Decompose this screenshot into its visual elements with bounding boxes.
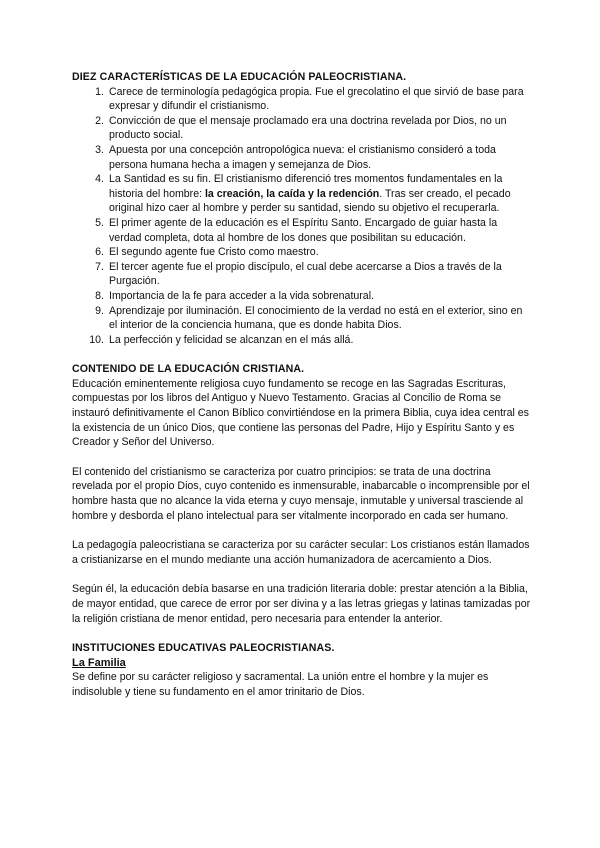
list-item-text: Convicción de que el mensaje proclamado era una doctrina revelada por Dios, no un producto social. — [109, 114, 507, 142]
spacer — [72, 523, 532, 538]
section-heading-content: CONTENIDO DE LA EDUCACIÓN CRISTIANA. — [72, 363, 305, 376]
list-item — [72, 333, 532, 348]
paragraph: Educación eminentemente religiosa cuyo fundamento se recoge en las Sagradas Escrituras, compuestas por los libros del Antiguo y Nuevo Testamento. Gracias al Concilio de Roma se instauró definitivamente el Canon Bíblico convirtiéndose en la primera Biblia, cuya idea central es la existencia de un único Dios, que contiene las personas del Padre, Hijo y Espíritu Santo y es Creador y Señor del Universo. — [72, 377, 529, 449]
list-number: 10. — [89, 333, 104, 346]
list-item-text: El primer agente de la educación es el Espíritu Santo. Encargado de guiar hasta la verdad completa, dota al hombre de los dones que posibilitan su educación. — [109, 216, 498, 244]
list-item — [72, 143, 532, 172]
spacer — [72, 567, 532, 582]
section-heading-institutions: INSTITUCIONES EDUCATIVAS PALEOCRISTIANAS. — [72, 642, 335, 655]
paragraph: Según él, la educación debía basarse en una tradición literaria doble: prestar atención a la Biblia, de mayor entidad, que carece de error por ser divina y a las letras griegas y latinas tamizadas por la religión cristiana de menor entidad, pero necesaria para entender la anterior. — [72, 583, 531, 625]
paragraph: El contenido del cristianismo se caracteriza por cuatro principios: se trata de una doctrina revelada por el propio Dios, cuyo contenido es inmensurable, inabarcable o incomprensible por el hombre hasta que no alcance la vida eterna y cuyo mensaje, inmutable y universal trasciende al hombre y desborda el plano intelectual para ser vitalmente incorporado en cada ser humano. — [72, 465, 530, 522]
list-item-bold-text: la creación, la caída y la redención — [204, 187, 380, 200]
list-item-text: Apuesta por una concepción antropológica nueva: el cristianismo consideró a toda persona humana hecha a imagen y semejanza de Dios. — [109, 143, 496, 171]
list-item — [72, 245, 532, 260]
list-number: 6. — [95, 246, 104, 259]
spacer — [72, 347, 532, 362]
list-number: 4. — [95, 173, 104, 186]
list-item-text: La perfección y felicidad se alcanzan en el más allá. — [109, 333, 354, 346]
characteristics-list — [72, 85, 532, 348]
spacer — [72, 450, 532, 465]
list-item — [72, 260, 532, 289]
list-item-text: Aprendizaje por iluminación. El conocimiento de la verdad no está en el exterior, sino en el interior de la conciencia humana, que es donde habita Dios. — [109, 304, 523, 332]
paragraph: La pedagogía paleocristiana se caracteriza por su carácter secular: Los cristianos están llamados a cristianizarse en el mundo mediante una acción humanizadora de acercamiento a Dios. — [72, 539, 530, 566]
list-number: 3. — [95, 143, 104, 156]
subheading-family: La Familia — [72, 656, 126, 669]
list-item-text: Importancia de la fe para acceder a la vida sobrenatural. — [109, 289, 374, 302]
list-item-text: El tercer agente fue el propio discípulo, el cual debe acercarse a Dios a través de la Purgación. — [109, 260, 502, 288]
list-number: 7. — [95, 260, 104, 273]
paragraph: Se define por su carácter religioso y sacramental. La unión entre el hombre y la mujer es indisoluble y tiene su fundamento en el amor trinitario de Dios. — [72, 671, 489, 698]
list-item — [72, 289, 532, 304]
list-item — [72, 85, 532, 114]
list-number: 5. — [95, 216, 104, 229]
list-item — [72, 304, 532, 333]
list-item-text: Carece de terminología pedagógica propia. Fue el grecolatino el que sirvió de base para expresar y difundir el cristianismo. — [109, 85, 524, 113]
document-page — [72, 70, 532, 700]
list-number: 1. — [95, 85, 104, 98]
list-number: 2. — [95, 114, 104, 127]
list-item — [72, 114, 532, 143]
list-number: 8. — [95, 289, 104, 302]
spacer — [72, 626, 532, 641]
list-item-text-after: . Tras ser creado, el pecado original hizo caer al hombre y perder su santidad, siendo su objetivo el recuperarla. — [109, 187, 511, 215]
list-item — [72, 172, 532, 216]
list-item-text: El segundo agente fue Cristo como maestro. — [109, 246, 319, 259]
list-item — [72, 216, 532, 245]
list-number: 9. — [95, 304, 104, 317]
section-heading-characteristics: DIEZ CARACTERÍSTICAS DE LA EDUCACIÓN PALEOCRISTIANA. — [72, 71, 407, 83]
list-item-text: La Santidad es su fin. El cristianismo diferenció tres momentos fundamentales en la historia del hombre: — [109, 173, 503, 200]
